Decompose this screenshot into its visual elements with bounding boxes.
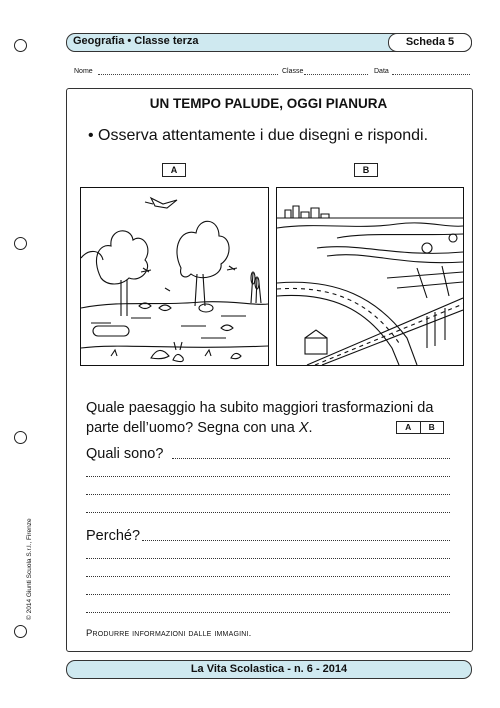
date-field[interactable] bbox=[392, 68, 470, 75]
binder-hole bbox=[14, 237, 27, 250]
drawing-b-plain bbox=[276, 187, 464, 366]
question-body: Quale paesaggio ha subito maggiori trasformazioni da parte dell’uomo? Segna con una bbox=[86, 400, 434, 436]
copyright: © 2014 Giunti Scuola S.r.l., Firenze bbox=[26, 518, 33, 620]
instruction: • Osserva attentamente i due disegni e rispondi. bbox=[88, 127, 429, 144]
answer-line[interactable] bbox=[86, 494, 450, 495]
answer-line[interactable] bbox=[142, 540, 450, 541]
name-label: Nome bbox=[74, 68, 93, 75]
binder-hole bbox=[14, 431, 27, 444]
binder-hole bbox=[14, 39, 27, 52]
answer-line[interactable] bbox=[86, 512, 450, 513]
drawing-a-swamp bbox=[80, 187, 269, 366]
answer-line[interactable] bbox=[86, 594, 450, 595]
class-label: Classe bbox=[282, 68, 304, 75]
answer-line[interactable] bbox=[86, 558, 450, 559]
question-mark-x: X bbox=[298, 420, 309, 436]
name-field[interactable] bbox=[98, 68, 278, 75]
choice-b[interactable]: B bbox=[428, 422, 435, 432]
question-which: Quali sono? bbox=[86, 446, 164, 462]
answer-line[interactable] bbox=[86, 612, 450, 613]
page-title: UN TEMPO PALUDE, OGGI PIANURA bbox=[149, 96, 388, 111]
sheet-label: Scheda 5 bbox=[388, 33, 472, 52]
question-why: Perché? bbox=[86, 528, 141, 544]
label-a: A bbox=[162, 163, 186, 177]
binder-hole bbox=[14, 625, 27, 638]
class-field[interactable] bbox=[304, 68, 368, 75]
choice-a[interactable]: A bbox=[397, 422, 421, 433]
header-bar bbox=[66, 33, 472, 52]
question-end: . bbox=[308, 420, 313, 436]
skill-note: Produrre informazioni dalle immagini. bbox=[86, 628, 252, 639]
answer-line[interactable] bbox=[86, 476, 450, 477]
label-b: B bbox=[354, 163, 378, 177]
worksheet-frame bbox=[66, 88, 473, 652]
date-label: Data bbox=[374, 68, 389, 75]
answer-choice-box bbox=[396, 421, 444, 434]
answer-line[interactable] bbox=[86, 576, 450, 577]
answer-line[interactable] bbox=[172, 458, 450, 459]
footer-bar: La Vita Scolastica - n. 6 - 2014 bbox=[66, 660, 472, 679]
subject-label: Geografia • Classe terza bbox=[73, 35, 199, 47]
